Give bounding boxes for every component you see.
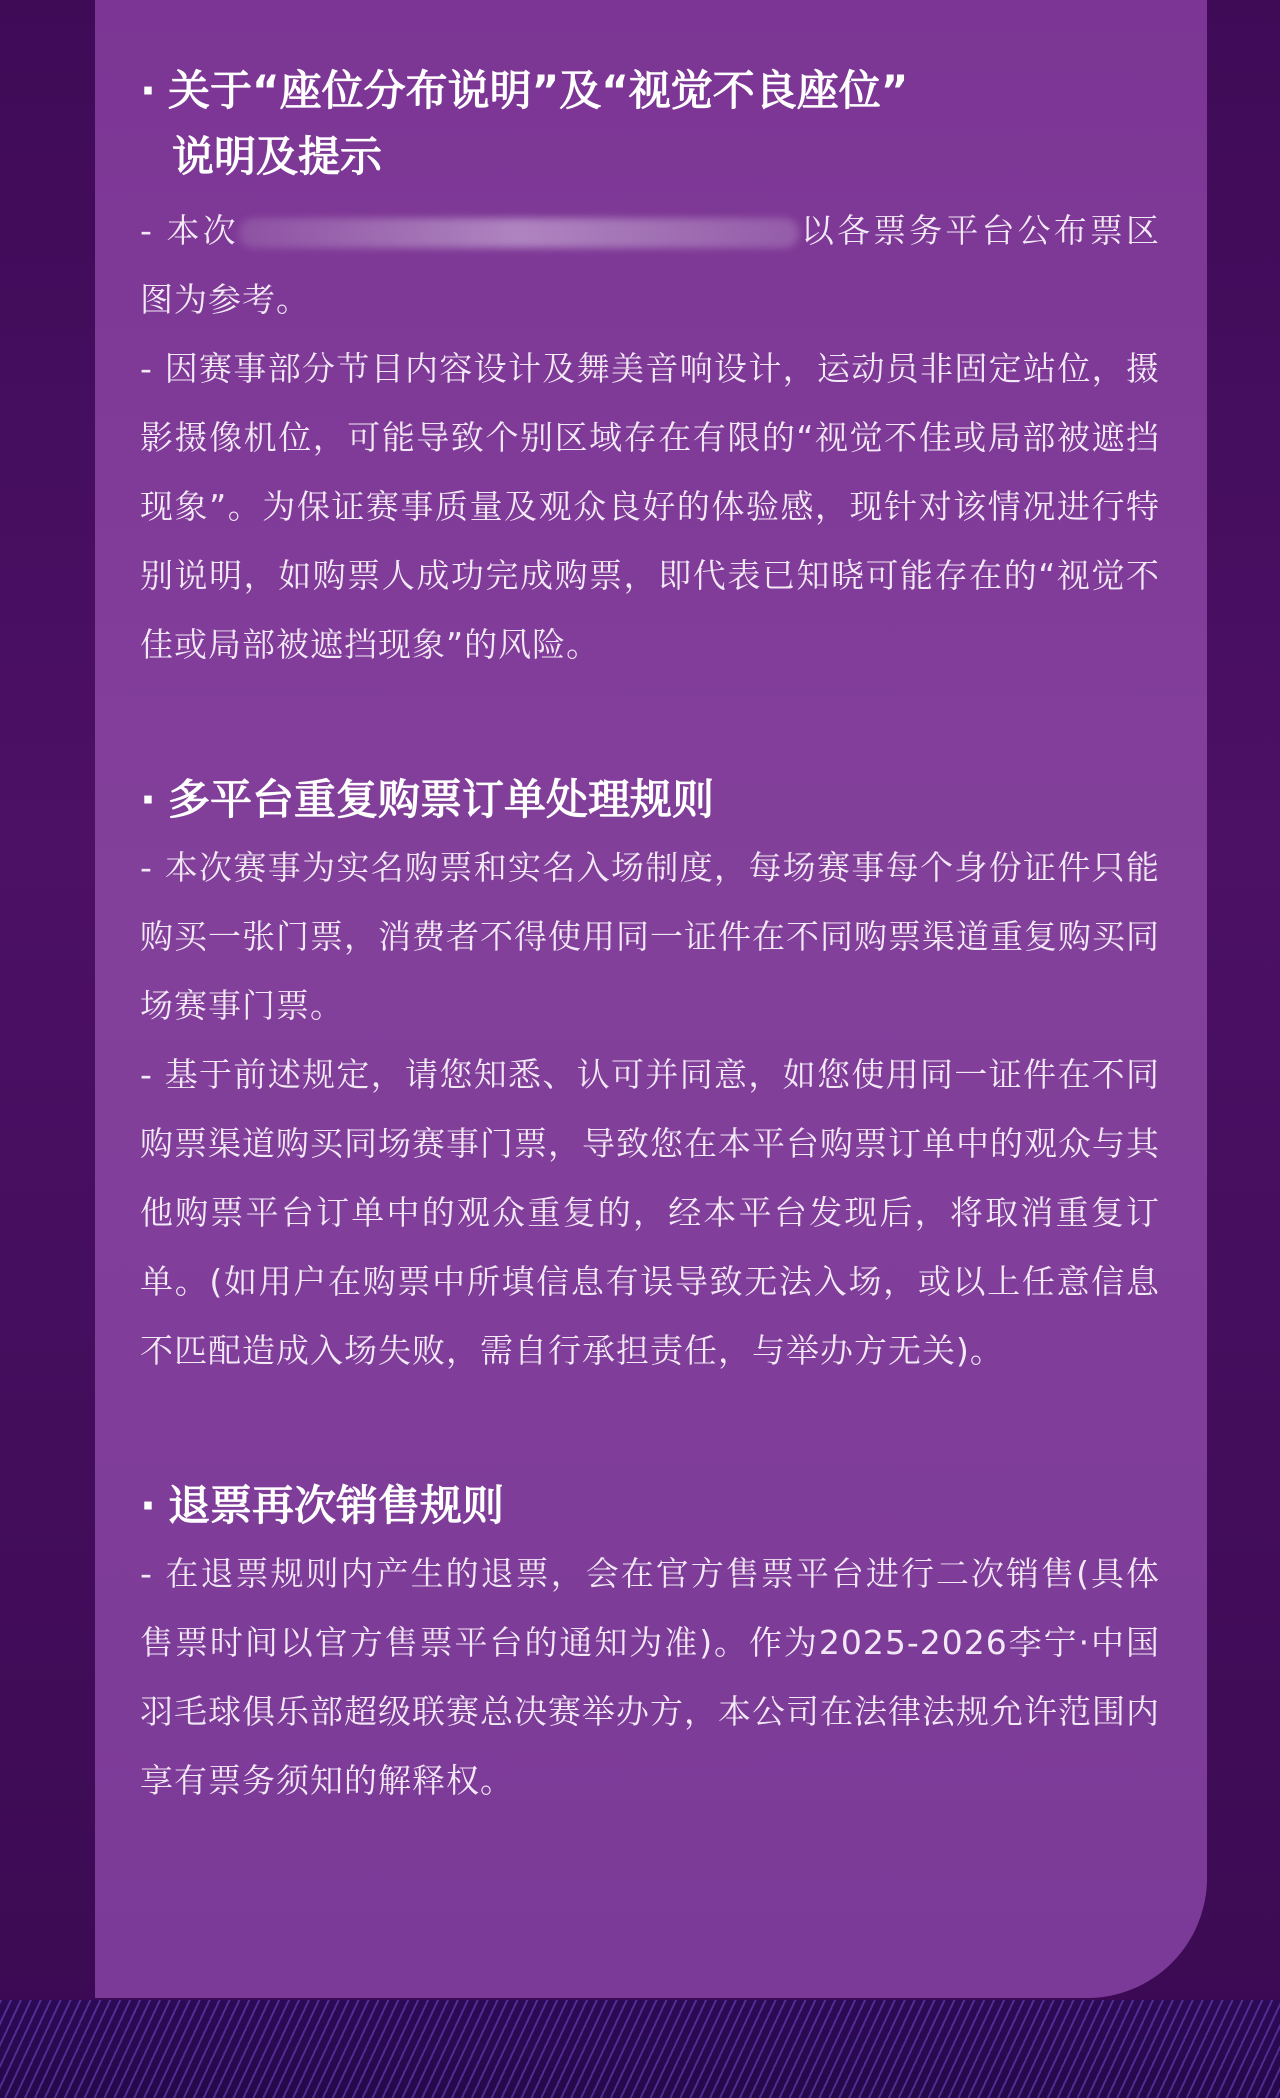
section-seat-visibility: [140, 58, 1160, 679]
notice-content: [140, 58, 1160, 1815]
paragraph: [140, 196, 1160, 334]
paragraph: - 基于前述规定，请您知悉、认可并同意，如您使用同一证件在不同购票渠道购买同场赛事门票，导致您在本平台购票订单中的观众与其他购票平台订单中的观众重复的，经本平台发现后，将取消重复订单。(如用户在购票中所填信息有误导致无法入场，或以上任意信息不匹配造成入场失败，需自行承担责任，与举办方无关)。: [140, 1055, 1160, 1370]
section-title-line1: 关于“座位分布说明”及“视觉不良座位”: [168, 66, 909, 115]
blurred-text: [239, 218, 799, 248]
bullet: ·: [140, 775, 156, 824]
section-resale-rules: [140, 1473, 1160, 1815]
section-title: [140, 767, 1160, 833]
section-title: [140, 58, 1160, 190]
section-duplicate-orders: [140, 767, 1160, 1385]
paragraph-suffix: 以各票务平台公布票区图为参考。: [140, 211, 1160, 319]
section-title-line2: 说明及提示: [172, 132, 383, 181]
paragraph: - 因赛事部分节目内容设计及舞美音响设计，运动员非固定站位，摄影摄像机位，可能导致个别区域存在有限的“视觉不佳或局部被遮挡现象”。为保证赛事质量及观众良好的体验感，现针对该情况进行特别说明，如购票人成功完成购票，即代表已知晓可能存在的“视觉不佳或局部被遮挡现象”的风险。: [140, 349, 1160, 664]
paragraph-prefix: - 本次: [140, 211, 239, 250]
bullet: ·: [140, 1481, 156, 1530]
paragraph: - 本次赛事为实名购票和实名入场制度，每场赛事每个身份证件只能购买一张门票，消费者不得使用同一证件在不同购票渠道重复购买同场赛事门票。: [140, 848, 1160, 1025]
section-title-text: 多平台重复购票订单处理规则: [168, 775, 715, 824]
section-title: [140, 1473, 1160, 1539]
bullet: ·: [140, 66, 156, 115]
section-title-text: 退票再次销售规则: [168, 1481, 505, 1530]
decorative-stripes: [0, 2000, 1280, 2098]
paragraph: - 在退票规则内产生的退票，会在官方售票平台进行二次销售(具体售票时间以官方售票平台的通知为准)。作为2025-2026李宁·中国羽毛球俱乐部超级联赛总决赛举办方，本公司在法律法规允许范围内享有票务须知的解释权。: [140, 1554, 1160, 1800]
